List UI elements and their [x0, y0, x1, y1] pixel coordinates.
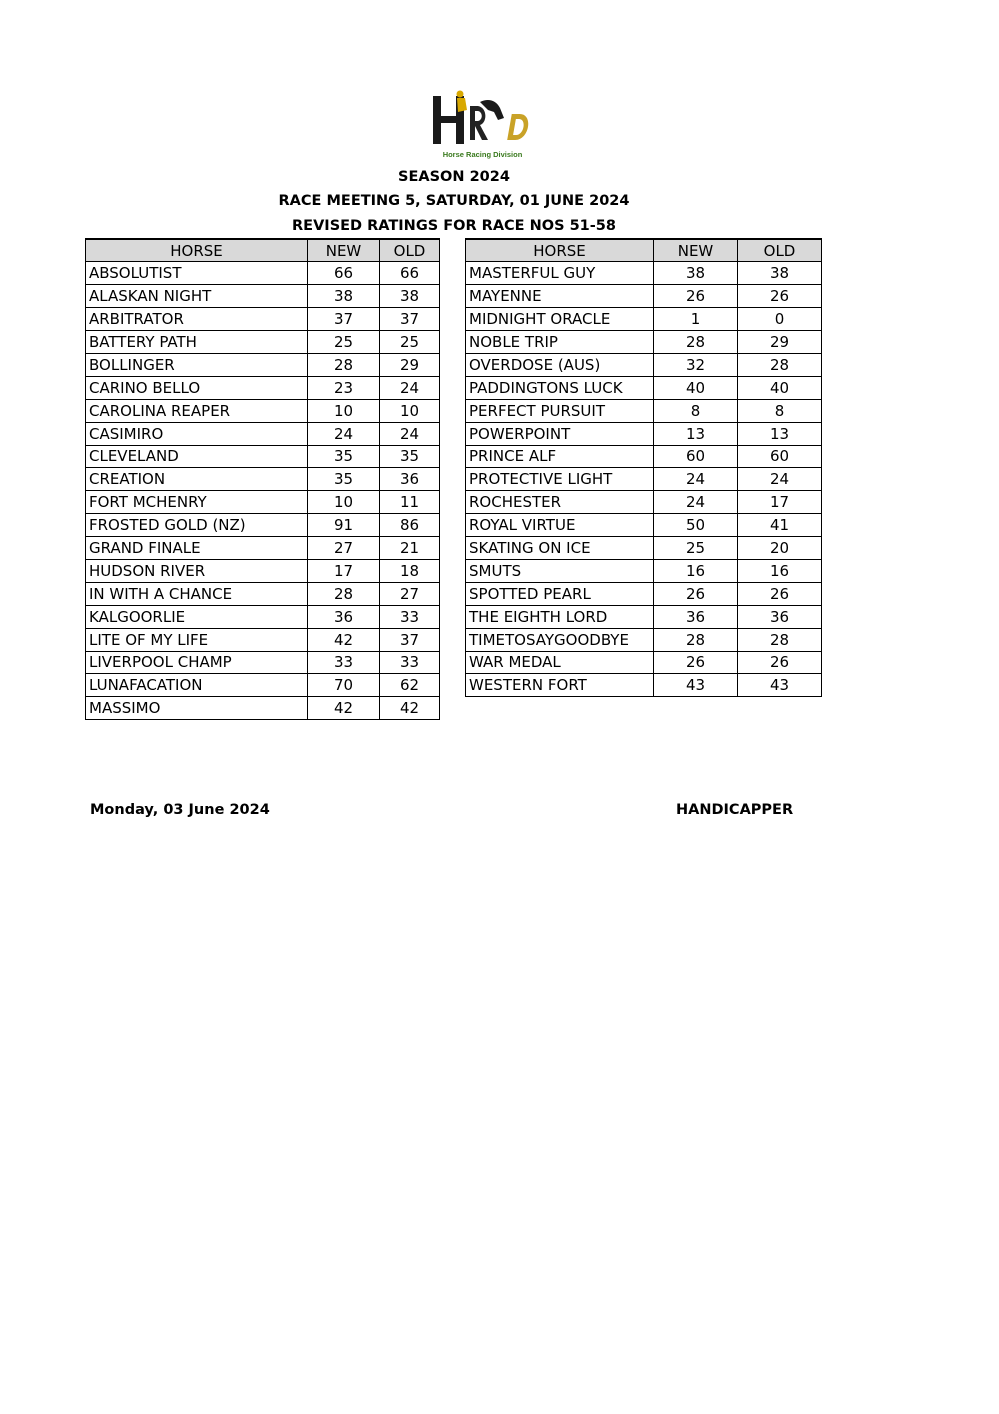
table-row: [466, 468, 822, 491]
old-rating-cell: 35: [380, 445, 440, 468]
old-rating-cell: 25: [380, 331, 440, 354]
old-rating-cell: 42: [380, 697, 440, 720]
new-rating-cell: 28: [308, 353, 380, 376]
footer-signature: HANDICAPPER: [676, 802, 794, 818]
new-rating-cell: 35: [308, 468, 380, 491]
new-rating-cell: 91: [308, 514, 380, 537]
horse-name-cell: SPOTTED PEARL: [466, 582, 654, 605]
ratings-subtitle: REVISED RATINGS FOR RACE NOS 51-58: [292, 218, 616, 234]
old-rating-cell: 28: [738, 628, 822, 651]
horse-name-cell: PRINCE ALF: [466, 445, 654, 468]
table-row: [86, 399, 440, 422]
old-rating-cell: 38: [738, 262, 822, 285]
new-rating-cell: 24: [308, 422, 380, 445]
logo-caption: Horse Racing Division: [442, 150, 523, 159]
table-row: [466, 308, 822, 331]
horse-name-cell: CREATION: [86, 468, 308, 491]
horse-name-cell: KALGOORLIE: [86, 605, 308, 628]
ratings-table-left: [85, 238, 440, 720]
new-rating-cell: 66: [308, 262, 380, 285]
old-rating-cell: 36: [380, 468, 440, 491]
old-rating-cell: 41: [738, 514, 822, 537]
table-row: [466, 262, 822, 285]
horse-name-cell: LIVERPOOL CHAMP: [86, 651, 308, 674]
old-rating-cell: 38: [380, 285, 440, 308]
table-row: [86, 559, 440, 582]
table-row: [86, 376, 440, 399]
column-header-new: NEW: [654, 239, 738, 262]
new-rating-cell: 42: [308, 697, 380, 720]
new-rating-cell: 50: [654, 514, 738, 537]
horse-name-cell: CARINO BELLO: [86, 376, 308, 399]
old-rating-cell: 33: [380, 605, 440, 628]
old-rating-cell: 24: [738, 468, 822, 491]
new-rating-cell: 37: [308, 308, 380, 331]
old-rating-cell: 26: [738, 651, 822, 674]
old-rating-cell: 40: [738, 376, 822, 399]
table-row: [86, 674, 440, 697]
column-header-old: OLD: [380, 239, 440, 262]
old-rating-cell: 26: [738, 285, 822, 308]
old-rating-cell: 37: [380, 308, 440, 331]
table-row: [86, 605, 440, 628]
old-rating-cell: 36: [738, 605, 822, 628]
horse-name-cell: CAROLINA REAPER: [86, 399, 308, 422]
new-rating-cell: 70: [308, 674, 380, 697]
new-rating-cell: 24: [654, 491, 738, 514]
table-row: [466, 537, 822, 560]
table-row: [86, 514, 440, 537]
table-row: [466, 605, 822, 628]
horse-name-cell: BOLLINGER: [86, 353, 308, 376]
horse-name-cell: WESTERN FORT: [466, 674, 654, 697]
new-rating-cell: 43: [654, 674, 738, 697]
right-table-body: [466, 262, 822, 697]
new-rating-cell: 27: [308, 537, 380, 560]
ratings-table-right: [465, 238, 822, 697]
horse-name-cell: MASSIMO: [86, 697, 308, 720]
horse-racing-logo-icon: [430, 90, 535, 150]
new-rating-cell: 26: [654, 582, 738, 605]
new-rating-cell: 1: [654, 308, 738, 331]
table-row: [86, 445, 440, 468]
table-row: [86, 308, 440, 331]
old-rating-cell: 24: [380, 376, 440, 399]
old-rating-cell: 29: [738, 331, 822, 354]
new-rating-cell: 42: [308, 628, 380, 651]
new-rating-cell: 10: [308, 399, 380, 422]
old-rating-cell: 60: [738, 445, 822, 468]
old-rating-cell: 10: [380, 399, 440, 422]
old-rating-cell: 66: [380, 262, 440, 285]
horse-name-cell: GRAND FINALE: [86, 537, 308, 560]
table-row: [86, 285, 440, 308]
old-rating-cell: 28: [738, 353, 822, 376]
table-row: [86, 262, 440, 285]
table-row: [86, 651, 440, 674]
horse-name-cell: ALASKAN NIGHT: [86, 285, 308, 308]
horse-name-cell: POWERPOINT: [466, 422, 654, 445]
new-rating-cell: 23: [308, 376, 380, 399]
horse-name-cell: ARBITRATOR: [86, 308, 308, 331]
new-rating-cell: 35: [308, 445, 380, 468]
horse-name-cell: MIDNIGHT ORACLE: [466, 308, 654, 331]
horse-name-cell: PERFECT PURSUIT: [466, 399, 654, 422]
horse-name-cell: CASIMIRO: [86, 422, 308, 445]
horse-name-cell: MAYENNE: [466, 285, 654, 308]
horse-name-cell: WAR MEDAL: [466, 651, 654, 674]
table-row: [86, 331, 440, 354]
new-rating-cell: 60: [654, 445, 738, 468]
new-rating-cell: 28: [308, 582, 380, 605]
table-row: [466, 399, 822, 422]
table-row: [86, 628, 440, 651]
horse-name-cell: ROYAL VIRTUE: [466, 514, 654, 537]
column-header-horse: HORSE: [86, 239, 308, 262]
table-row: [466, 651, 822, 674]
new-rating-cell: 40: [654, 376, 738, 399]
new-rating-cell: 36: [654, 605, 738, 628]
old-rating-cell: 24: [380, 422, 440, 445]
season-title: SEASON 2024: [398, 169, 510, 185]
horse-name-cell: PROTECTIVE LIGHT: [466, 468, 654, 491]
old-rating-cell: 20: [738, 537, 822, 560]
horse-name-cell: PADDINGTONS LUCK: [466, 376, 654, 399]
table-row: [466, 559, 822, 582]
column-header-horse: HORSE: [466, 239, 654, 262]
old-rating-cell: 26: [738, 582, 822, 605]
table-row: [466, 491, 822, 514]
hrd-logo: [430, 90, 535, 162]
horse-name-cell: MASTERFUL GUY: [466, 262, 654, 285]
table-row: [466, 582, 822, 605]
horse-name-cell: BATTERY PATH: [86, 331, 308, 354]
table-row: [466, 422, 822, 445]
old-rating-cell: 86: [380, 514, 440, 537]
new-rating-cell: 25: [308, 331, 380, 354]
old-rating-cell: 33: [380, 651, 440, 674]
old-rating-cell: 17: [738, 491, 822, 514]
horse-name-cell: NOBLE TRIP: [466, 331, 654, 354]
table-row: [86, 491, 440, 514]
horse-name-cell: THE EIGHTH LORD: [466, 605, 654, 628]
horse-name-cell: FROSTED GOLD (NZ): [86, 514, 308, 537]
new-rating-cell: 28: [654, 331, 738, 354]
horse-name-cell: LITE OF MY LIFE: [86, 628, 308, 651]
new-rating-cell: 16: [654, 559, 738, 582]
old-rating-cell: 29: [380, 353, 440, 376]
table-row: [86, 353, 440, 376]
horse-name-cell: ABSOLUTIST: [86, 262, 308, 285]
horse-name-cell: HUDSON RIVER: [86, 559, 308, 582]
table-header-row: [466, 239, 822, 262]
table-row: [86, 468, 440, 491]
old-rating-cell: 62: [380, 674, 440, 697]
table-row: [466, 628, 822, 651]
horse-name-cell: TIMETOSAYGOODBYE: [466, 628, 654, 651]
horse-name-cell: IN WITH A CHANCE: [86, 582, 308, 605]
new-rating-cell: 26: [654, 285, 738, 308]
table-row: [86, 582, 440, 605]
old-rating-cell: 21: [380, 537, 440, 560]
table-row: [466, 445, 822, 468]
new-rating-cell: 17: [308, 559, 380, 582]
horse-name-cell: ROCHESTER: [466, 491, 654, 514]
table-row: [86, 422, 440, 445]
old-rating-cell: 27: [380, 582, 440, 605]
new-rating-cell: 33: [308, 651, 380, 674]
new-rating-cell: 8: [654, 399, 738, 422]
new-rating-cell: 36: [308, 605, 380, 628]
table-row: [466, 514, 822, 537]
left-table-body: [86, 262, 440, 720]
new-rating-cell: 38: [308, 285, 380, 308]
table-row: [466, 674, 822, 697]
footer-date: Monday, 03 June 2024: [90, 802, 270, 818]
old-rating-cell: 11: [380, 491, 440, 514]
horse-name-cell: SMUTS: [466, 559, 654, 582]
table-row: [86, 697, 440, 720]
new-rating-cell: 32: [654, 353, 738, 376]
new-rating-cell: 13: [654, 422, 738, 445]
old-rating-cell: 0: [738, 308, 822, 331]
horse-name-cell: OVERDOSE (AUS): [466, 353, 654, 376]
old-rating-cell: 16: [738, 559, 822, 582]
meeting-title: RACE MEETING 5, SATURDAY, 01 JUNE 2024: [278, 193, 630, 209]
horse-name-cell: FORT MCHENRY: [86, 491, 308, 514]
old-rating-cell: 13: [738, 422, 822, 445]
table-row: [466, 331, 822, 354]
table-row: [466, 285, 822, 308]
table-row: [86, 537, 440, 560]
new-rating-cell: 25: [654, 537, 738, 560]
new-rating-cell: 38: [654, 262, 738, 285]
old-rating-cell: 8: [738, 399, 822, 422]
new-rating-cell: 24: [654, 468, 738, 491]
table-row: [466, 376, 822, 399]
new-rating-cell: 26: [654, 651, 738, 674]
horse-name-cell: SKATING ON ICE: [466, 537, 654, 560]
table-row: [466, 353, 822, 376]
column-header-new: NEW: [308, 239, 380, 262]
new-rating-cell: 28: [654, 628, 738, 651]
column-header-old: OLD: [738, 239, 822, 262]
new-rating-cell: 10: [308, 491, 380, 514]
old-rating-cell: 43: [738, 674, 822, 697]
old-rating-cell: 18: [380, 559, 440, 582]
table-header-row: [86, 239, 440, 262]
horse-name-cell: LUNAFACATION: [86, 674, 308, 697]
horse-name-cell: CLEVELAND: [86, 445, 308, 468]
old-rating-cell: 37: [380, 628, 440, 651]
